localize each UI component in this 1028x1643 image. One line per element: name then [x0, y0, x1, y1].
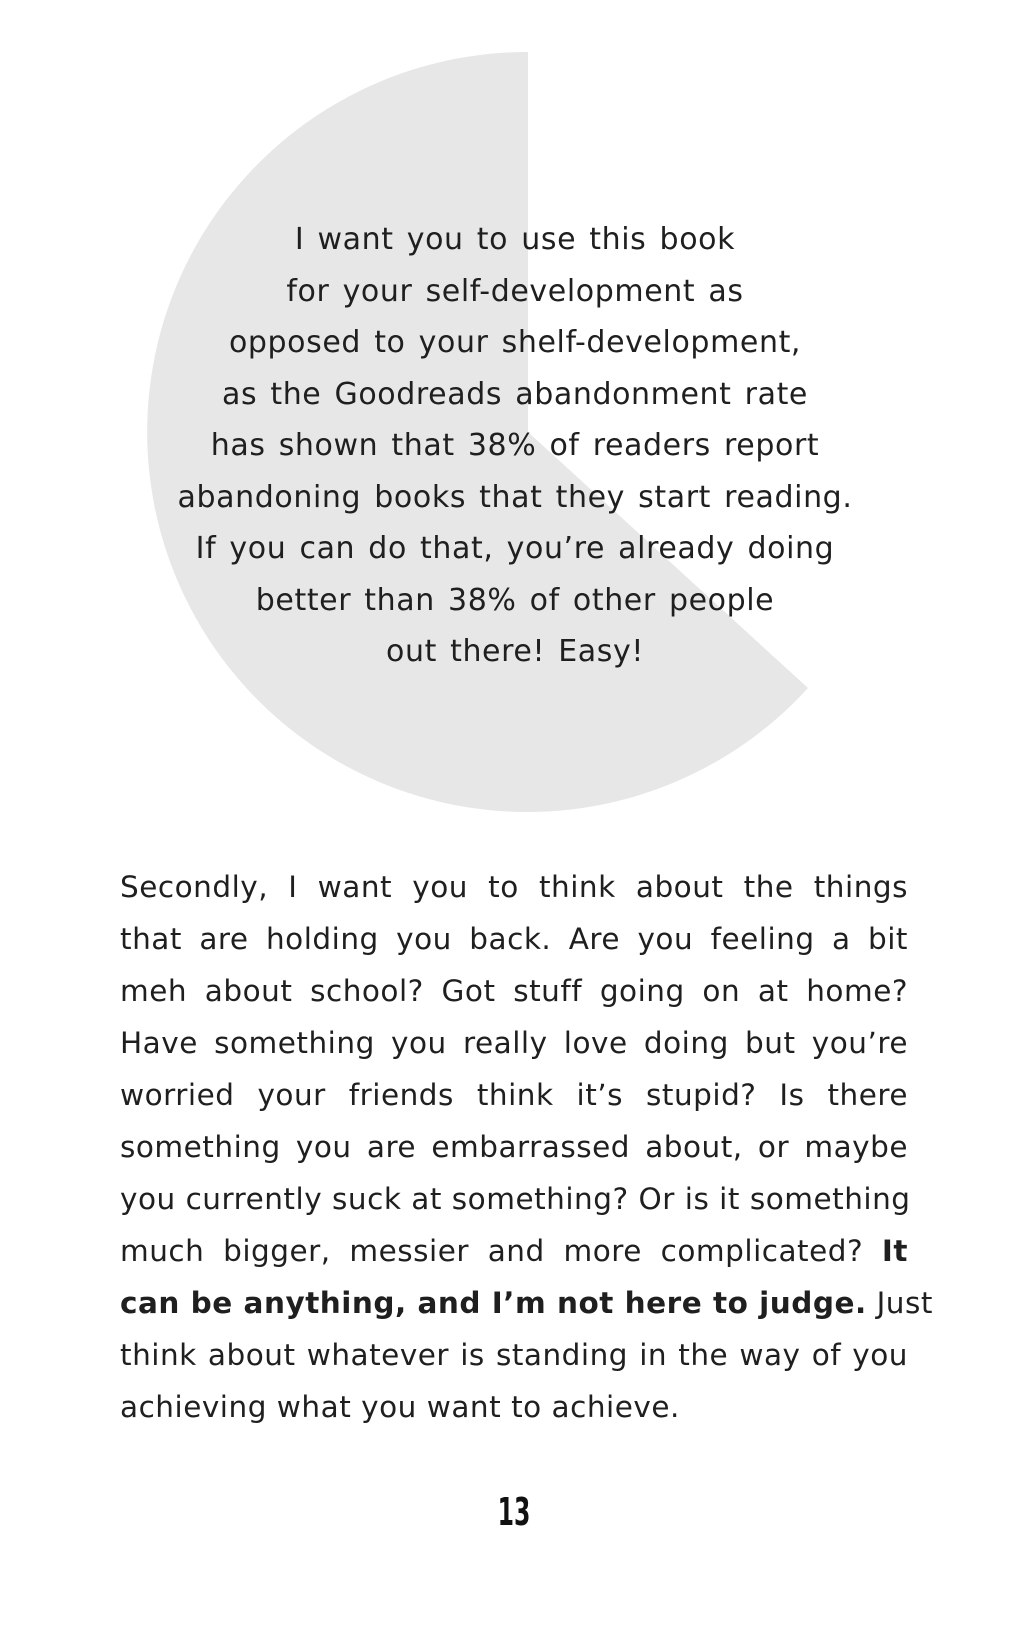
body-line: you currently suck at something? Or is it something — [120, 1182, 911, 1216]
body-text-segment: Just — [876, 1286, 933, 1320]
callout-line: I want you to use this book — [294, 222, 736, 257]
page-number: 13 — [497, 1490, 531, 1534]
body-line: meh about school? Got stuff going on at home? — [120, 974, 908, 1008]
callout-line: opposed to your shelf-development, — [228, 325, 802, 360]
body-line: think about whatever is standing in the way of you — [120, 1338, 908, 1372]
callout-line: out there! Easy! — [386, 634, 644, 669]
body-line-mixed — [120, 1277, 933, 1329]
callout-line: better than 38% of other people — [255, 582, 775, 618]
body-line-mixed — [120, 1225, 908, 1277]
callout-line: abandoning books that they start reading. — [177, 479, 853, 515]
callout-line: If you can do that, you’re already doing — [195, 531, 835, 566]
body-line: that are holding you back. Are you feeling a bit — [120, 922, 908, 956]
body-line: achieving what you want to achieve. — [120, 1390, 680, 1424]
body-line: Have something you really love doing but you’re — [120, 1026, 908, 1060]
callout-line: for your self-development as — [286, 273, 744, 309]
emphasis-text: can be anything, and I’m not here to judge. — [120, 1286, 867, 1320]
callout-line: as the Goodreads abandonment rate — [221, 376, 808, 412]
body-line: something you are embarrassed about, or maybe — [120, 1130, 908, 1164]
body-line: worried your friends think it’s stupid? Is there — [120, 1078, 908, 1112]
callout-text — [120, 214, 910, 678]
body-text-segment: much bigger, messier and more complicated? — [120, 1234, 864, 1268]
emphasis-text: It — [881, 1234, 908, 1268]
callout-line: has shown that 38% of readers report — [210, 428, 820, 463]
body-paragraph — [120, 861, 933, 1433]
body-line: Secondly, I want you to think about the things — [120, 870, 908, 904]
